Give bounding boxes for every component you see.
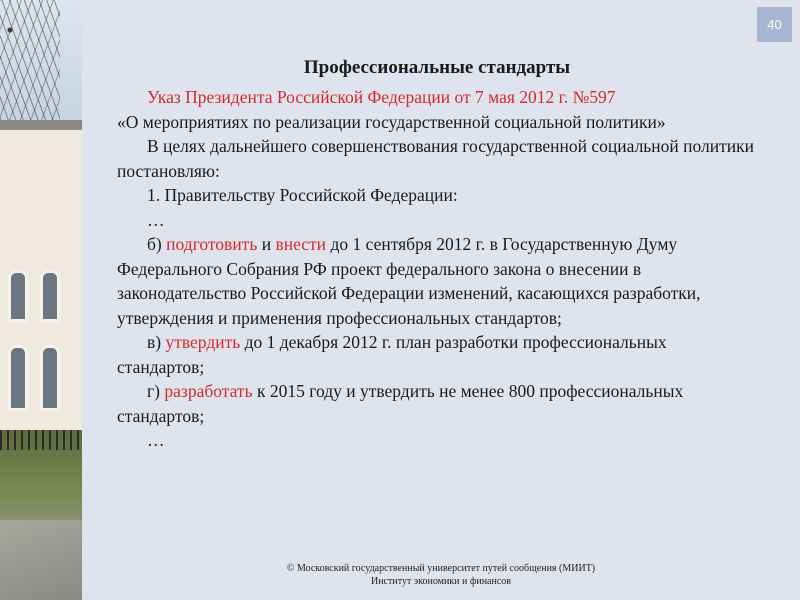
item-g-highlight: разработать [164,381,253,401]
photo-building [0,130,82,430]
photo-window [40,270,60,322]
item-v [117,330,757,379]
building-photo [0,0,82,600]
decree-name: «О мероприятиях по реализации государственной социальной политики» [117,111,666,132]
ellipsis: … [147,209,165,230]
item-g-rest: к 2015 году и утвердить не менее 800 профессиональных стандартов; [117,381,684,426]
item-v-highlight: утвердить [165,332,241,352]
item-v-rest: до 1 декабря 2012 г. план разработки профессиональных стандартов; [117,332,667,377]
item-b-rest: до 1 сентября 2012 г. в Государственную Думу Федерального Собрания РФ проект федерального закона о внесении в законодательство Российской Федерации изменений, касающихся разработки, утверждения и применения профессиональных стандартов; [117,234,701,328]
photo-path [0,520,82,600]
decree-heading: Указ Президента Российской Федерации от 7 мая 2012 г. №597 [147,87,616,107]
item-b-highlight-prepare: подготовить [166,234,258,254]
photo-window [8,345,28,411]
footer-institute: Институт экономики и финансов [370,576,512,587]
item-g [117,379,757,428]
slide-title: Профессиональные стандарты [303,57,571,78]
photo-window [8,270,28,322]
preamble: В целях дальнейшего совершенствования государственной социальной политики постановляю: [117,136,754,181]
slide-number: 40 [757,7,792,42]
item-b [117,232,757,330]
item-b-conj: и [257,234,276,254]
item-g-prefix: г) [147,381,165,401]
photo-window [40,345,60,411]
item-b-prefix: б) [147,234,167,254]
slide-content [117,55,757,453]
item-1: 1. Правительству Российской Федерации: [147,185,458,205]
item-b-highlight-submit: внести [275,234,327,254]
photo-fence [0,430,82,450]
ellipsis-end: … [147,430,165,450]
footer-copyright: © Московский государственный университет путей сообщения (МИИТ) [286,563,596,574]
item-v-prefix: в) [147,332,166,352]
footer [82,562,800,588]
